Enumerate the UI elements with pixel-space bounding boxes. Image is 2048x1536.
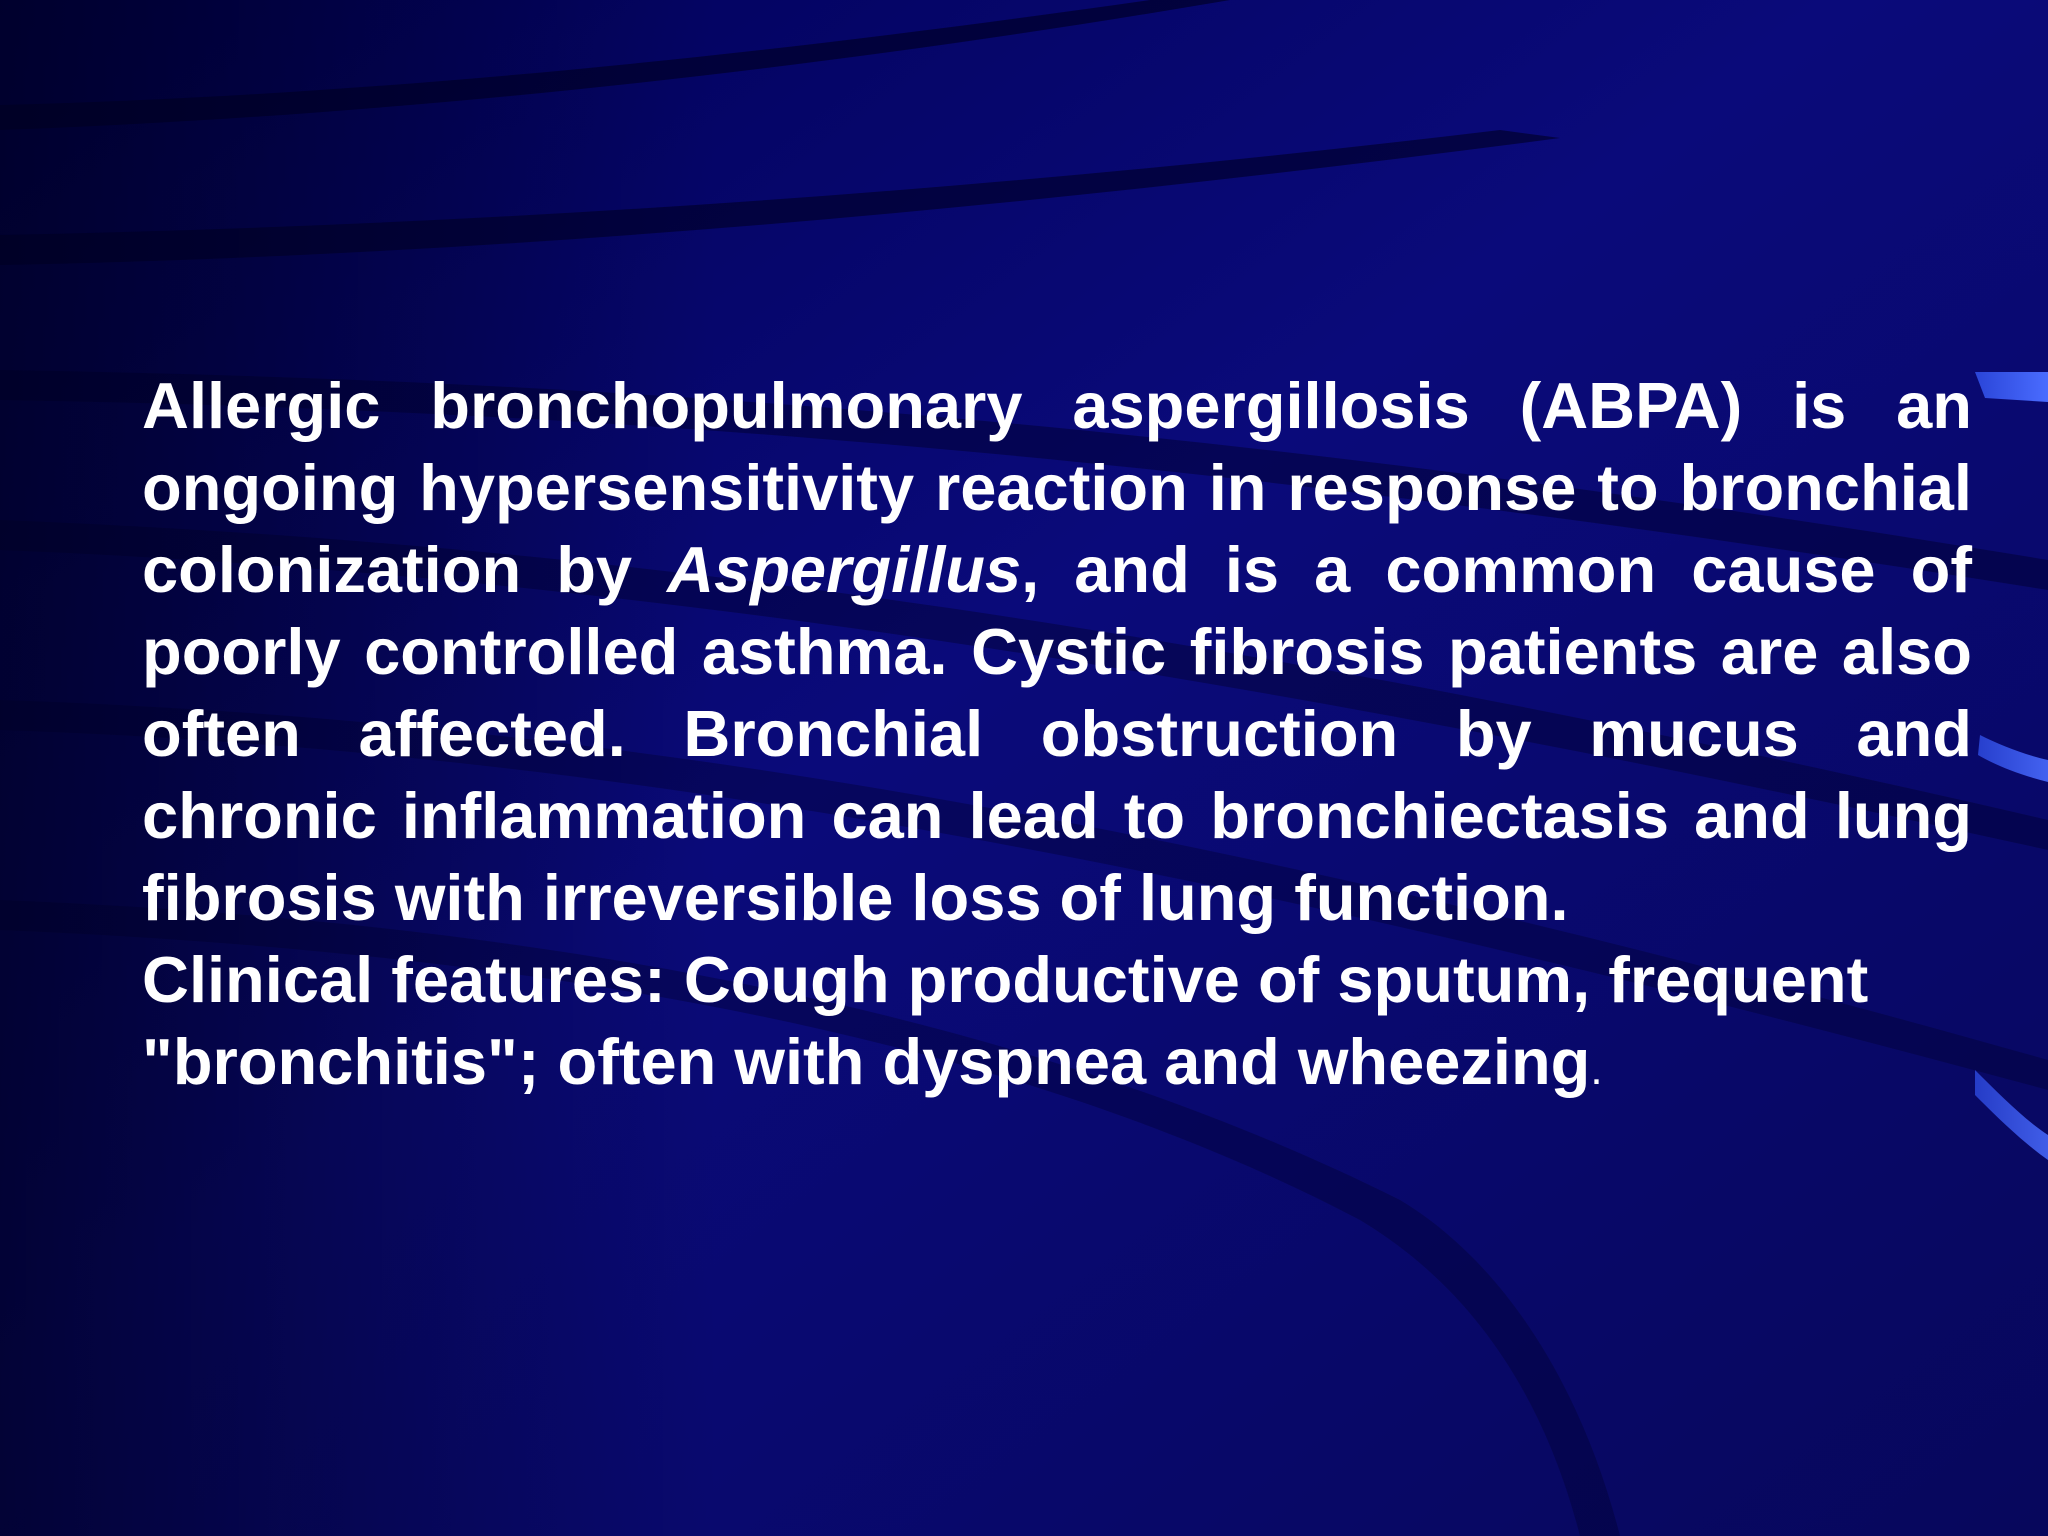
clinical-features-line-1 <box>142 939 1972 1021</box>
clinical-features-line-2 <box>142 1021 1972 1111</box>
clinical-features-text-2: "bronchitis"; often with dyspnea and wheezing <box>142 1025 1591 1098</box>
abpa-description-paragraph <box>142 365 1972 939</box>
aspergillus-italic-term: Aspergillus <box>667 533 1022 606</box>
abpa-intro-text: Allergic bronchopulmonary aspergillosis (ABPA) is an ongoing hypersensitivity reaction in response to bronchial colonization by <box>142 369 1972 606</box>
abpa-rest-text: , and is a common cause of poorly controlled asthma. Cystic fibrosis patients are also often affected. Bronchial obstruction by mucus and chronic inflammation can lead to bronchiectasis and lung fibrosis with irreversible loss of lung function. <box>142 533 1973 934</box>
clinical-features-text-1: Clinical features: Cough productive of sputum, frequent <box>142 943 1869 1016</box>
slide-body-text <box>142 365 1972 1111</box>
clinical-features-end-period: . <box>1590 1045 1603 1094</box>
